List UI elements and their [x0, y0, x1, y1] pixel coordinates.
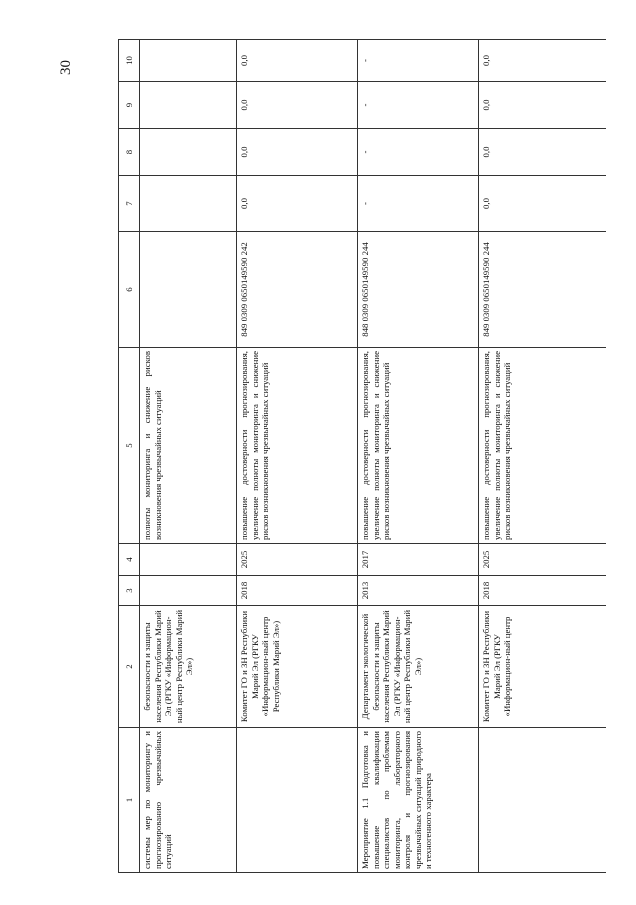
- cell-value-9: -: [358, 82, 479, 129]
- col-header-10: 10: [119, 40, 140, 82]
- col-header-1: 1: [119, 728, 140, 873]
- header-row: [119, 40, 140, 873]
- cell-value-7: [140, 176, 237, 232]
- program-measures-table: [118, 39, 606, 873]
- cell-end-year: 2017: [358, 544, 479, 576]
- table-row: [479, 40, 607, 873]
- cell-measure-name: системы мер по мониторингу и прогнозированию чрезвычайных ситуаций: [140, 728, 237, 873]
- cell-value-10: 0,0: [479, 40, 607, 82]
- cell-value-9: [140, 82, 237, 129]
- cell-budget-code: 848 0309 0650149590 244: [358, 232, 479, 348]
- cell-executor: безопасности и защиты населения Республики Марий Эл (РГКУ «Информацион-ный центр Республики Марий Эл»): [140, 606, 237, 728]
- table-row: [358, 40, 479, 873]
- cell-expected-result: повышение достоверности прогнозирования, увеличение полноты мониторинга и снижение рисков возникновения чрезвычайных ситуаций: [358, 348, 479, 544]
- cell-budget-code: [140, 232, 237, 348]
- cell-start-year: 2013: [358, 576, 479, 606]
- col-header-3: 3: [119, 576, 140, 606]
- cell-expected-result: полноты мониторинга и снижение рисков возникновения чрезвычайных ситуаций: [140, 348, 237, 544]
- cell-measure-name: Мероприятие 1.1 Подготовка и повышение квалификации специалистов по проблемам мониторинга, лабораторного контроля и прогнозирования чрезвычайных ситуаций природного и техногенного характера: [358, 728, 479, 873]
- cell-measure-name: [237, 728, 358, 873]
- cell-start-year: [140, 576, 237, 606]
- col-header-5: 5: [119, 348, 140, 544]
- cell-value-8: -: [358, 129, 479, 176]
- cell-executor: Комитет ГО и ЗН Республики Марий Эл (РГКУ «Информацион-ный центр: [479, 606, 607, 728]
- cell-value-8: 0,0: [237, 129, 358, 176]
- col-header-8: 8: [119, 129, 140, 176]
- col-header-7: 7: [119, 176, 140, 232]
- cell-value-7: 0,0: [479, 176, 607, 232]
- cell-budget-code: 849 0309 0650149590 242: [237, 232, 358, 348]
- col-header-4: 4: [119, 544, 140, 576]
- cell-measure-name: [479, 728, 607, 873]
- cell-end-year: 2025: [237, 544, 358, 576]
- cell-expected-result: повышение достоверности прогнозирования, увеличение полноты мониторинга и снижение рисков возникновения чрезвычайных ситуаций: [479, 348, 607, 544]
- table-row: [140, 40, 237, 873]
- page-number: 30: [58, 60, 74, 75]
- cell-budget-code: 849 0309 0650149590 244: [479, 232, 607, 348]
- col-header-6: 6: [119, 232, 140, 348]
- rotated-table-container: [118, 40, 618, 873]
- cell-executor: Департамент экологической безопасности и защиты населения Республики Марий Эл (РГКУ «Информацион-ный центр Республики Марий Эл»): [358, 606, 479, 728]
- table-row: [237, 40, 358, 873]
- cell-value-7: 0,0: [237, 176, 358, 232]
- cell-value-10: [140, 40, 237, 82]
- cell-start-year: 2018: [479, 576, 607, 606]
- cell-end-year: [140, 544, 237, 576]
- cell-value-7: -: [358, 176, 479, 232]
- cell-expected-result: повышение достоверности прогнозирования, увеличение полноты мониторинга и снижение рисков возникновения чрезвычайных ситуаций: [237, 348, 358, 544]
- cell-value-8: 0,0: [479, 129, 607, 176]
- col-header-9: 9: [119, 82, 140, 129]
- cell-start-year: 2018: [237, 576, 358, 606]
- cell-value-10: -: [358, 40, 479, 82]
- cell-value-9: 0,0: [479, 82, 607, 129]
- col-header-2: 2: [119, 606, 140, 728]
- cell-value-10: 0,0: [237, 40, 358, 82]
- cell-executor: Комитет ГО и ЗН Республики Марий Эл (РГКУ «Информацион-ный центр Республики Марий Эл»): [237, 606, 358, 728]
- cell-value-9: 0,0: [237, 82, 358, 129]
- cell-end-year: 2025: [479, 544, 607, 576]
- cell-value-8: [140, 129, 237, 176]
